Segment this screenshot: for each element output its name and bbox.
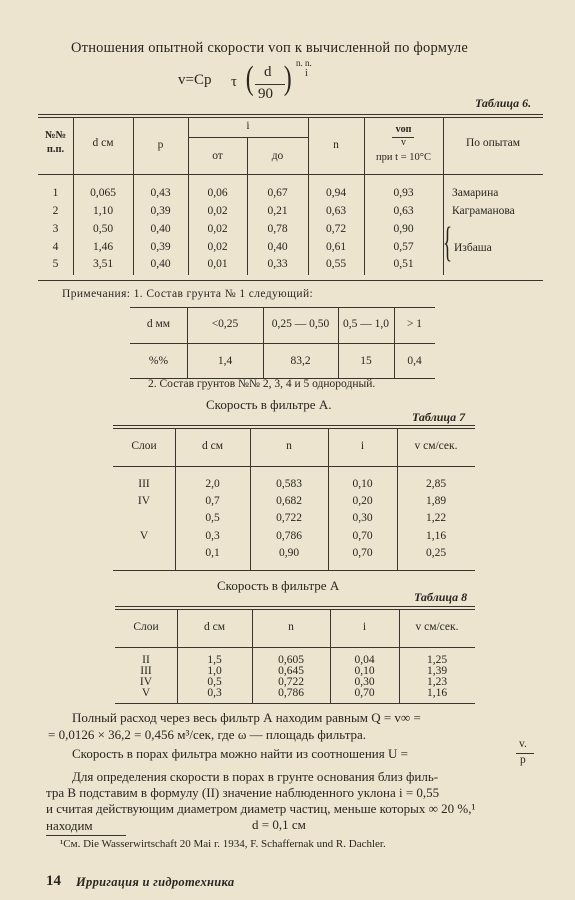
table8-cell: 0,5: [207, 676, 222, 688]
table7-cell: 0,1: [205, 547, 220, 559]
table7-cell: 1,22: [425, 512, 447, 524]
table8-cell: II: [142, 654, 150, 666]
table7-cell: 0,682: [276, 495, 302, 507]
table6-source: Замарина: [452, 187, 499, 199]
table6-cell: 0,40: [267, 241, 288, 253]
table7-cell: 0,3: [205, 530, 220, 542]
page-number: 14: [46, 873, 61, 889]
table8-cell: 1,39: [426, 665, 448, 677]
table7-cell: 0,7: [205, 495, 220, 507]
table7-cell: 0,583: [276, 478, 302, 490]
table6-cell: 0,33: [267, 258, 288, 270]
table6-header-num-2: п.п.: [46, 144, 65, 155]
table8-cell: 0,10: [354, 665, 375, 677]
table6-cell: 0,02: [207, 241, 228, 253]
paragraph-1-line-2: = 0,0126 × 36,2 = 0,456 м³/сек, где ω — площадь фильтра.: [48, 727, 367, 742]
formula-tau: τ: [231, 74, 238, 90]
table7-cell: 0,722: [276, 512, 302, 524]
paragraph-3-line-2: тра В подставим в формулу (II) значение наблюденного уклона i = 0,55: [46, 785, 440, 800]
table6-cell: 4: [52, 241, 59, 253]
table8-header: v см/сек.: [415, 621, 459, 633]
table8-cell: 0,786: [278, 687, 304, 699]
table6-header-num: №№: [44, 130, 67, 141]
table8-cell: 0,645: [278, 665, 304, 677]
table8-cell: 1,0: [207, 665, 222, 677]
table8-title: Скорость в фильтре А: [217, 578, 340, 593]
footnote: ¹См. Die Wasserwirtschaft 20 Mai г. 1934, F. Schaffernak und R. Dachler.: [60, 838, 386, 850]
table7-cell: 2,85: [425, 478, 447, 490]
formula-lhs: v=Cp: [178, 72, 212, 88]
paragraph-3-line-3: и считая действующим диаметром диаметр частиц, меньше которых ∞ 20 %,¹: [46, 801, 476, 816]
table6-cell: 0,93: [393, 187, 414, 199]
table8-cell: 1,5: [207, 654, 222, 666]
table7-caption: Таблица 7: [412, 410, 466, 424]
table6-header-source: По опытам: [465, 137, 521, 149]
table7-cell: 1,89: [425, 495, 447, 507]
table8-cell: 0,3: [207, 687, 222, 699]
paragraph-2-frac-num: v.: [519, 738, 527, 750]
table7-cell: 2,0: [205, 478, 220, 490]
table6-source: Каграманова: [452, 205, 515, 217]
table8-cell: 1,23: [426, 676, 448, 688]
formula-frac-den: 90: [258, 86, 273, 102]
table6-cell: 1,46: [92, 241, 114, 253]
table8-cell: IV: [139, 676, 153, 688]
table8-header: i: [362, 621, 367, 633]
table7-cell: III: [138, 478, 150, 490]
table6-cell: 0,02: [207, 205, 228, 217]
table7-cell: 0,30: [352, 512, 373, 524]
table8-cell: 0,605: [278, 654, 304, 666]
table7-cell: 0,70: [352, 530, 373, 542]
table6-cell: 0,43: [150, 187, 171, 199]
paragraph-2: Скорость в порах фильтра можно найти из соотношения U =: [72, 746, 408, 761]
table6-cell: 0,39: [150, 241, 171, 253]
table6-cell: 0,40: [150, 223, 171, 235]
table7-title: Скорость в фильтре А.: [206, 397, 332, 412]
page-title: Отношения опытной скорости vоп к вычисленной по формуле: [71, 40, 468, 56]
table6-cell: 0,55: [325, 258, 347, 270]
composition-val: 15: [360, 355, 372, 367]
paragraph-3-line-1: Для определения скорости в порах в грунте основания близ филь-: [72, 769, 439, 784]
table6-cell: 0,06: [207, 187, 228, 199]
table6-source: Избаша: [454, 242, 492, 254]
table6-header-ratio-bot: при t = 10°C: [376, 152, 431, 163]
table6-cell: 5: [52, 258, 59, 270]
table7-cell: 1,16: [425, 530, 447, 542]
formula-exponent-i: i: [305, 68, 308, 79]
composition-val: 83,2: [290, 355, 311, 367]
table6-cell: 1,10: [92, 205, 114, 217]
table6-cell: 0,57: [393, 241, 414, 253]
paragraph-3-line-4-left: находим: [46, 818, 93, 833]
table6-cell: 3,51: [92, 258, 114, 270]
table6-header-ratio-top: vоп: [395, 124, 412, 135]
table8-cell: III: [140, 665, 152, 677]
composition-val: 0,4: [407, 355, 422, 367]
table8-cell: 0,722: [278, 676, 304, 688]
table6-cell: 0,21: [267, 205, 288, 217]
table8-cell: 0,04: [354, 654, 375, 666]
table8-cell: 1,25: [426, 654, 448, 666]
table8-cell: 0,70: [354, 687, 375, 699]
journal-title: Ирригация и гидротехника: [76, 875, 235, 889]
table7-cell: 0,90: [278, 547, 300, 559]
table6-cell: 0,61: [325, 241, 347, 253]
formula-exponent: n. n.: [296, 58, 312, 68]
table6-caption: Таблица 6.: [475, 96, 532, 110]
table6-cell: 0,40: [150, 258, 171, 270]
composition-col: <0,25: [211, 318, 239, 330]
table6-cell: 0,63: [393, 205, 414, 217]
table7-cell: 0,786: [276, 530, 302, 542]
note-1: Примечания: 1. Состав грунта № 1 следующий:: [62, 288, 314, 300]
table7-cell: 0,5: [205, 512, 220, 524]
table6-cell: 0,78: [267, 223, 288, 235]
paragraph-2-frac-den: p: [520, 754, 526, 766]
table6-cell: 0,065: [90, 187, 116, 199]
table6-header-i-to: до: [271, 150, 284, 162]
table6-cell: 0,67: [267, 187, 288, 199]
composition-val: 1,4: [217, 355, 233, 367]
composition-col: 0,25 — 0,50: [271, 318, 330, 330]
table6-cell: 2: [52, 205, 59, 217]
table8-header: n: [288, 621, 294, 633]
table7-header: v см/сек.: [414, 440, 458, 452]
table6-header-d: d см: [92, 137, 114, 149]
table6-cell: 0,39: [150, 205, 171, 217]
table6-cell: 0,02: [207, 223, 228, 235]
note-2: 2. Состав грунтов №№ 2, 3, 4 и 5 однородный.: [148, 378, 376, 390]
formula-paren-right: ): [283, 60, 292, 97]
table7-header: Слои: [131, 440, 157, 452]
table8-cell: 1,16: [426, 687, 448, 699]
table6-cell: 0,90: [393, 223, 414, 235]
table6-cell: 0,63: [325, 205, 347, 217]
footnote-rule: [46, 835, 126, 836]
table7-header: i: [360, 440, 365, 452]
table8-header: Слои: [133, 621, 159, 633]
table7-header: n: [286, 440, 292, 452]
formula-frac-num: d: [264, 64, 272, 80]
table6-cell: 0,50: [92, 223, 114, 235]
table7-header: d см: [201, 440, 223, 452]
table8-header: d см: [203, 621, 225, 633]
table6-cell: 0,94: [325, 187, 347, 199]
composition-row-label-pct: %%: [148, 355, 169, 367]
table6-header-ratio-mid: v: [401, 137, 406, 148]
table6-header-p: p: [157, 139, 164, 151]
table6-cell: 0,51: [393, 258, 414, 270]
table6-cell: 1: [52, 187, 59, 199]
paragraph-1-line-1: Полный расход через весь фильтр А находим равным Q = v∞ =: [72, 710, 421, 725]
table6-header-i: i: [246, 120, 250, 132]
table6-cell: 3: [52, 223, 59, 235]
table6-header-i-from: от: [212, 150, 223, 162]
table6-cell: 0,72: [325, 223, 347, 235]
table8-cell: V: [141, 687, 151, 699]
table7-cell: 0,10: [352, 478, 373, 490]
composition-col: > 1: [406, 318, 423, 330]
table6-header-n: n: [333, 139, 339, 151]
table8-caption: Таблица 8: [414, 590, 468, 604]
table7-cell: 0,20: [352, 495, 373, 507]
composition-row-label-d: d мм: [146, 318, 171, 330]
table7-cell: 0,70: [352, 547, 373, 559]
composition-col: 0,5 — 1,0: [343, 318, 389, 330]
table7-cell: V: [139, 530, 149, 542]
table8-cell: 0,30: [354, 676, 375, 688]
table7-cell: 0,25: [425, 547, 447, 559]
paragraph-3-line-4-formula: d = 0,1 см: [252, 817, 306, 832]
formula-frac-bar: [255, 84, 285, 85]
formula-paren-left: (: [245, 60, 254, 97]
brace-icon: {: [443, 220, 453, 266]
table6-cell: 0,01: [207, 258, 228, 270]
table7-cell: IV: [137, 495, 151, 507]
